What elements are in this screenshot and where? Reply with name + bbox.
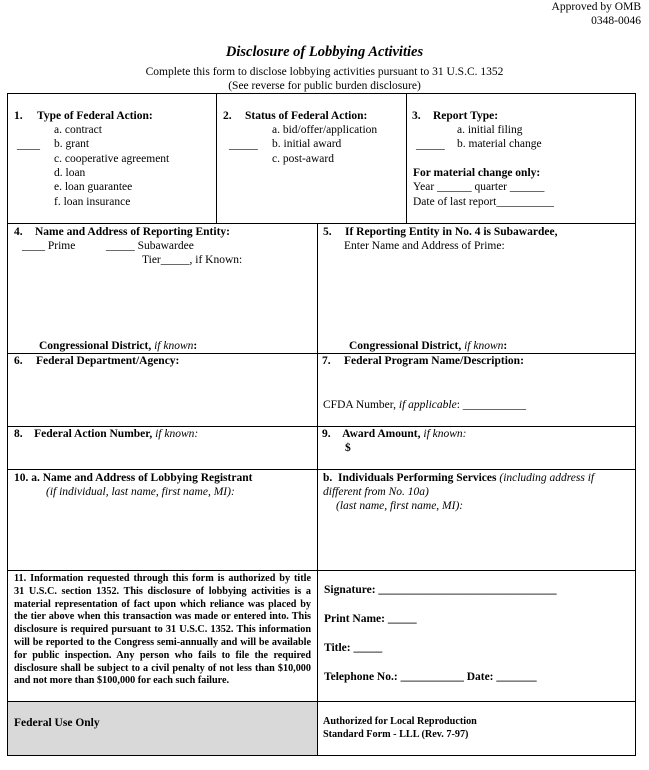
grid-line <box>317 223 318 756</box>
grid-line <box>406 93 407 223</box>
congressional-district-label: Congressional District, if known: <box>349 340 508 352</box>
action-type-option: d. loan <box>54 167 86 179</box>
section-6-number: 6. <box>14 355 23 367</box>
subawardee-option[interactable]: _____ Subawardee <box>106 240 194 252</box>
section-1-number: 1. <box>14 110 23 122</box>
year-quarter-field[interactable]: Year ______ quarter ______ <box>413 181 545 193</box>
authority-statement: 11. Information requested through this form is authorized by title 31 U.S.C. section 1352. This disclosure of lobbying activities is a material representation of fact upon which reliance was placed by the tier above when this transaction was made or entered into. This disclosure is required pursuant to 31 U.S.C. 1352. This information will be reported to the Congress semi-annually and will be available for public inspection. Any person who fails to file the required disclosure shall be subject to a civil penalty of not less than $10,000 and not more than $100,000 for each such failure. <box>14 573 311 687</box>
federal-action-number-label: 8. Federal Action Number, if known: <box>14 428 199 440</box>
section-3-heading: Report Type: <box>433 110 499 122</box>
award-amount-label: 9. Award Amount, if known: <box>322 428 467 440</box>
signature-field[interactable]: Signature: _______________________________ <box>324 584 557 596</box>
lobbying-registrant-heading: 10. a. Name and Address of Lobbying Registrant <box>14 472 253 484</box>
section-6-heading: Federal Department/Agency: <box>36 355 180 367</box>
action-status-blank[interactable]: _____ <box>229 139 258 151</box>
report-type-option: a. initial filing <box>457 124 523 136</box>
action-status-option: c. post-award <box>272 153 334 165</box>
federal-use-only: Federal Use Only <box>14 717 100 729</box>
congressional-district-label: Congressional District, if known: <box>39 340 198 352</box>
authorized-reproduction: Authorized for Local Reproduction <box>323 716 477 727</box>
grid-line <box>7 93 8 756</box>
grid-line <box>7 93 636 94</box>
section-4-heading: Name and Address of Reporting Entity: <box>35 226 230 238</box>
material-change-heading: For material change only: <box>413 167 541 179</box>
section-5-instruction: Enter Name and Address of Prime: <box>344 240 505 252</box>
lobbying-registrant-instruction: (if individual, last name, first name, MI): <box>46 486 235 498</box>
section-7-heading: Federal Program Name/Description: <box>344 355 524 367</box>
section-5-number: 5. <box>323 226 332 238</box>
page-subtitle: Complete this form to disclose lobbying activities pursuant to 31 U.S.C. 1352 <box>145 66 504 78</box>
standard-form-number: Standard Form - LLL (Rev. 7-97) <box>323 729 469 740</box>
report-type-blank[interactable]: _____ <box>416 139 445 151</box>
dollar-sign: $ <box>345 442 351 454</box>
date-last-report-field[interactable]: Date of last report__________ <box>413 196 554 208</box>
grid-line <box>7 469 636 470</box>
report-type-option: b. material change <box>457 138 542 150</box>
page-title: Disclosure of Lobbying Activities <box>225 44 424 60</box>
individuals-performing-line3: (last name, first name, MI): <box>336 500 464 512</box>
action-status-option: b. initial award <box>272 138 342 150</box>
prime-option[interactable]: ____ Prime <box>22 240 76 252</box>
cfda-number-field[interactable]: CFDA Number, if applicable: ___________ <box>323 399 527 411</box>
telephone-date-field[interactable]: Telephone No.: ___________ Date: _______ <box>324 671 537 683</box>
omb-number: 0348-0046 <box>591 15 641 27</box>
action-type-option: a. contract <box>54 124 102 136</box>
action-type-option: c. cooperative agreement <box>54 153 170 165</box>
section-7-number: 7. <box>322 355 331 367</box>
section-4-number: 4. <box>14 226 23 238</box>
grid-line <box>216 93 217 223</box>
omb-approval: Approved by OMB <box>551 1 641 13</box>
individuals-performing-line2: different from No. 10a) <box>323 486 429 498</box>
action-type-blank[interactable]: ____ <box>17 139 40 151</box>
grid-line <box>7 701 636 702</box>
title-field[interactable]: Title: _____ <box>324 642 383 654</box>
grid-line <box>7 755 636 756</box>
grid-line <box>635 93 636 756</box>
individuals-performing-heading: b. Individuals Performing Services (including address if <box>323 472 595 484</box>
action-type-option: f. loan insurance <box>54 196 131 208</box>
tier-field[interactable]: Tier_____, if Known: <box>142 254 243 266</box>
section-1-heading: Type of Federal Action: <box>37 110 153 122</box>
section-2-heading: Status of Federal Action: <box>245 110 368 122</box>
action-type-option: e. loan guarantee <box>54 181 133 193</box>
section-5-heading: If Reporting Entity in No. 4 is Subawardee, <box>345 226 558 238</box>
action-type-option: b. grant <box>54 138 90 150</box>
grid-line <box>7 223 636 224</box>
grid-line <box>7 570 636 571</box>
section-3-number: 3. <box>412 110 421 122</box>
print-name-field[interactable]: Print Name: _____ <box>324 613 417 625</box>
action-status-option: a. bid/offer/application <box>272 124 378 136</box>
section-2-number: 2. <box>223 110 232 122</box>
page-subtitle-2: (See reverse for public burden disclosure) <box>228 80 421 92</box>
